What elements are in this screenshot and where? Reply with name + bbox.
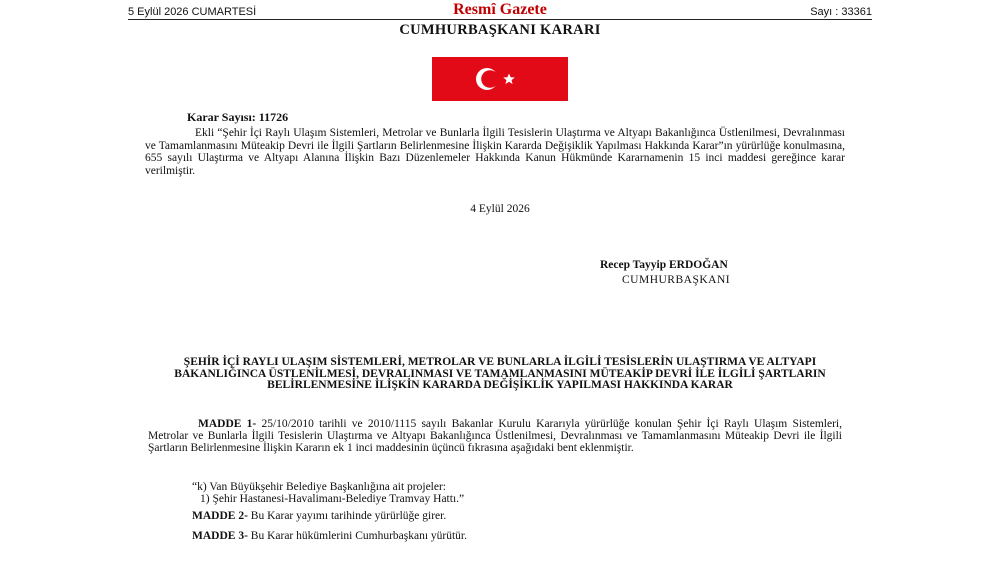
- flag-emblem: [432, 57, 568, 101]
- quoted-clause-line-2: 1) Şehir Hastanesi-Havalimanı-Belediye Tramvay Hattı.”: [200, 493, 465, 505]
- gazette-header: [120, 3, 880, 19]
- signer-name: Recep Tayyip ERDOĞAN: [600, 259, 728, 271]
- decree-date: 4 Eylül 2026: [470, 203, 530, 215]
- quoted-clause-line-1: “k) Van Büyükşehir Belediye Başkanlığına ait projeler:: [192, 481, 446, 493]
- decree-body: [145, 127, 845, 177]
- article-2-label: MADDE 2-: [192, 510, 248, 522]
- article-3: [192, 530, 467, 542]
- gazette-page: [120, 0, 880, 563]
- signer-title: CUMHURBAŞKANI: [622, 274, 731, 286]
- issue-number: Sayı : 33361: [810, 6, 872, 18]
- article-3-text: Bu Karar hükümlerini Cumhurbaşkanı yürütür.: [247, 530, 468, 542]
- article-3-label: MADDE 3-: [192, 530, 248, 542]
- article-1-label: MADDE 1-: [198, 418, 257, 430]
- article-1: [148, 419, 842, 454]
- article-2-text: Bu Karar yayımı tarihinde yürürlüğe girer.: [247, 510, 447, 522]
- annex-title: ŞEHİR İÇİ RAYLI ULAŞIM SİSTEMLERİ, METROLAR VE BUNLARLA İLGİLİ TESİSLERİN ULAŞTIRMA VE ALTYAPI BAKANLIĞINCA ÜSTLENİLMESİ, DEVRALINMASI VE TAMAMLANMASINI MÜTEAKİP DEVRİ İLE İLGİLİ ŞARTLARIN BELİRLENMESİNE İLİŞKİN KARARDA DEĞİŞİKLİK YAPILMASI HAKKINDA KARAR: [174, 356, 826, 391]
- article-2: [192, 510, 446, 522]
- article-1-text: 25/10/2010 tarihli ve 2010/1115 sayılı Bakanlar Kurulu Kararıyla yürürlüğe konulan Şehir İçi Raylı Ulaşım Sistemleri, Metrolar ve Bunlarla İlgili Tesislerin Ulaştırma ve Altyapı Bakanlığınca Üstlenilmesi, Devralınması ve Tamamlanmasını Müteakip Devri ile İlgili Şartların Belirlenmesine İlişkin Kararın ek 1 inci maddesinin üçüncü fıkrasına aşağıdaki bent eklenmiştir.: [148, 418, 842, 454]
- decree-body-text: Ekli “Şehir İçi Raylı Ulaşım Sistemleri, Metrolar ve Bunlarla İlgili Tesislerin Ulaştırma ve Altyapı Bakanlığınca Üstlenilmesi, Devralınması ve Tamamlanmasını Müteakip Devri ile İlgili Şartların Belirlenmesine İlişkin Kararda Değişiklik Yapılması Hakkında Karar”ın yürürlüğe konulmasına, 655 sayılı Ulaştırma ve Altyapı Alanına İlişkin Bazı Düzenlemeler Hakkında Kanun Hükmünde Kararnamenin 15 inci maddesi gereğince karar verilmiştir.: [145, 127, 845, 177]
- gazette-title: Resmî Gazete: [453, 1, 547, 18]
- decree-heading: CUMHURBAŞKANI KARARI: [399, 22, 601, 38]
- header-divider: [128, 19, 872, 20]
- turkish-flag-icon: [432, 57, 568, 101]
- quoted-clause: [192, 481, 464, 505]
- decree-number: Karar Sayısı: 11726: [187, 110, 289, 124]
- issue-date: 5 Eylül 2026 CUMARTESİ: [128, 6, 257, 18]
